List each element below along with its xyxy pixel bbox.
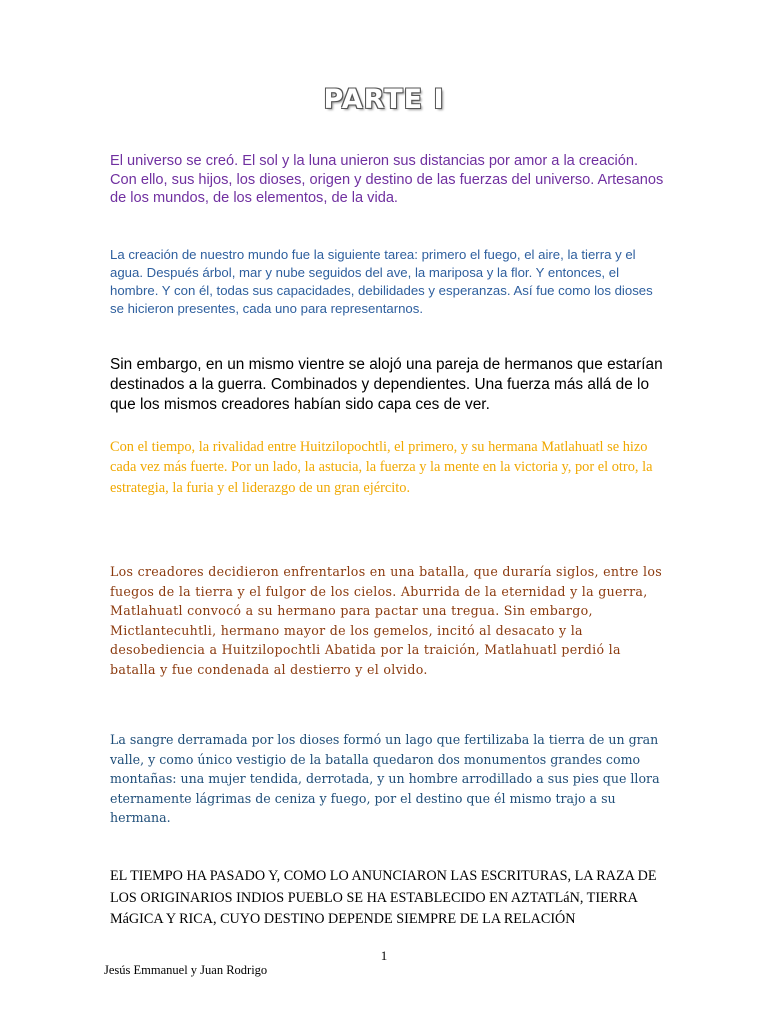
paragraph-creation-world: La creación de nuestro mundo fue la siguiente tarea: primero el fuego, el aire, la tierra y el agua. Después árbol, mar y nube seguidos del ave, la mariposa y la flor. Y entonces, el hombre. Y con él, todas sus capacidades, debilidades y esperanzas. Así fue como los dioses se hicieron presentes, cada uno para representarnos. [110,247,653,316]
paragraph-battle: Los creadores decidieron enfrentarlos en una batalla, que duraría siglos, entre los fuegos de la tierra y el fulgor de los cielos. Aburrida de la eternidad y la guerra, Matlahuatl convocó a su hermano para pactar una tregua. Sin embargo, Mictlantecuhtli, hermano mayor de los gemelos, incitó al desacato y la desobediencia a Huitzilopochtli Abatida por la traición, Matlahuatl perdió la batalla y fue condenada al destierro y el olvido. [110,564,662,677]
paragraph-time-passed: EL TIEMPO HA PASADO Y, COMO LO ANUNCIARON LAS ESCRITURAS, LA RAZA DE LOS ORIGINARIOS INDIOS PUEBLO SE HA ESTABLECIDO EN AZTATLáN, TIERRA MáGICA Y RICA, CUYO DESTINO DEPENDE SIEMPRE DE LA RELACIÓN [110,868,657,927]
footer-authors: Jesús Emmanuel y Juan Rodrigo [104,963,268,977]
paragraph-twin-siblings: Sin embargo, en un mismo vientre se alojó una pareja de hermanos que estarían destinados a la guerra. Combinados y dependientes. Una fuerza más allá de lo que los mismos creadores habían sido capa ces de ver. [110,356,663,413]
paragraph-rivalry: Con el tiempo, la rivalidad entre Huitzilopochtli, el primero, y su hermana Matlahuatl se hizo cada vez más fuerte. Por un lado, la astucia, la fuerza y la mente en la victoria y, por el otro, la estrategia, la furia y el liderazgo de un gran ejército. [110,439,653,496]
paragraph-creation-universe: El universo se creó. El sol y la luna unieron sus distancias por amor a la creación. Con ello, sus hijos, los dioses, origen y destino de las fuerzas del universo. Artesanos de los mundos, de los elementos, de la vida. [110,153,664,206]
paragraph-blood-lake: La sangre derramada por los dioses formó un lago que fertilizaba la tierra de un gran valle, y como único vestigio de la batalla quedaron dos monumentos grandes como montañas: una mujer tendida, derrotada, y un hombre arrodillado a sus pies que llora eternamente lágrimas de ceniza y fuego, por el destino que él mismo trajo a su hermana. [110,732,660,825]
page-number: 1 [380,948,388,963]
chapter-title: PARTE I [323,84,445,115]
